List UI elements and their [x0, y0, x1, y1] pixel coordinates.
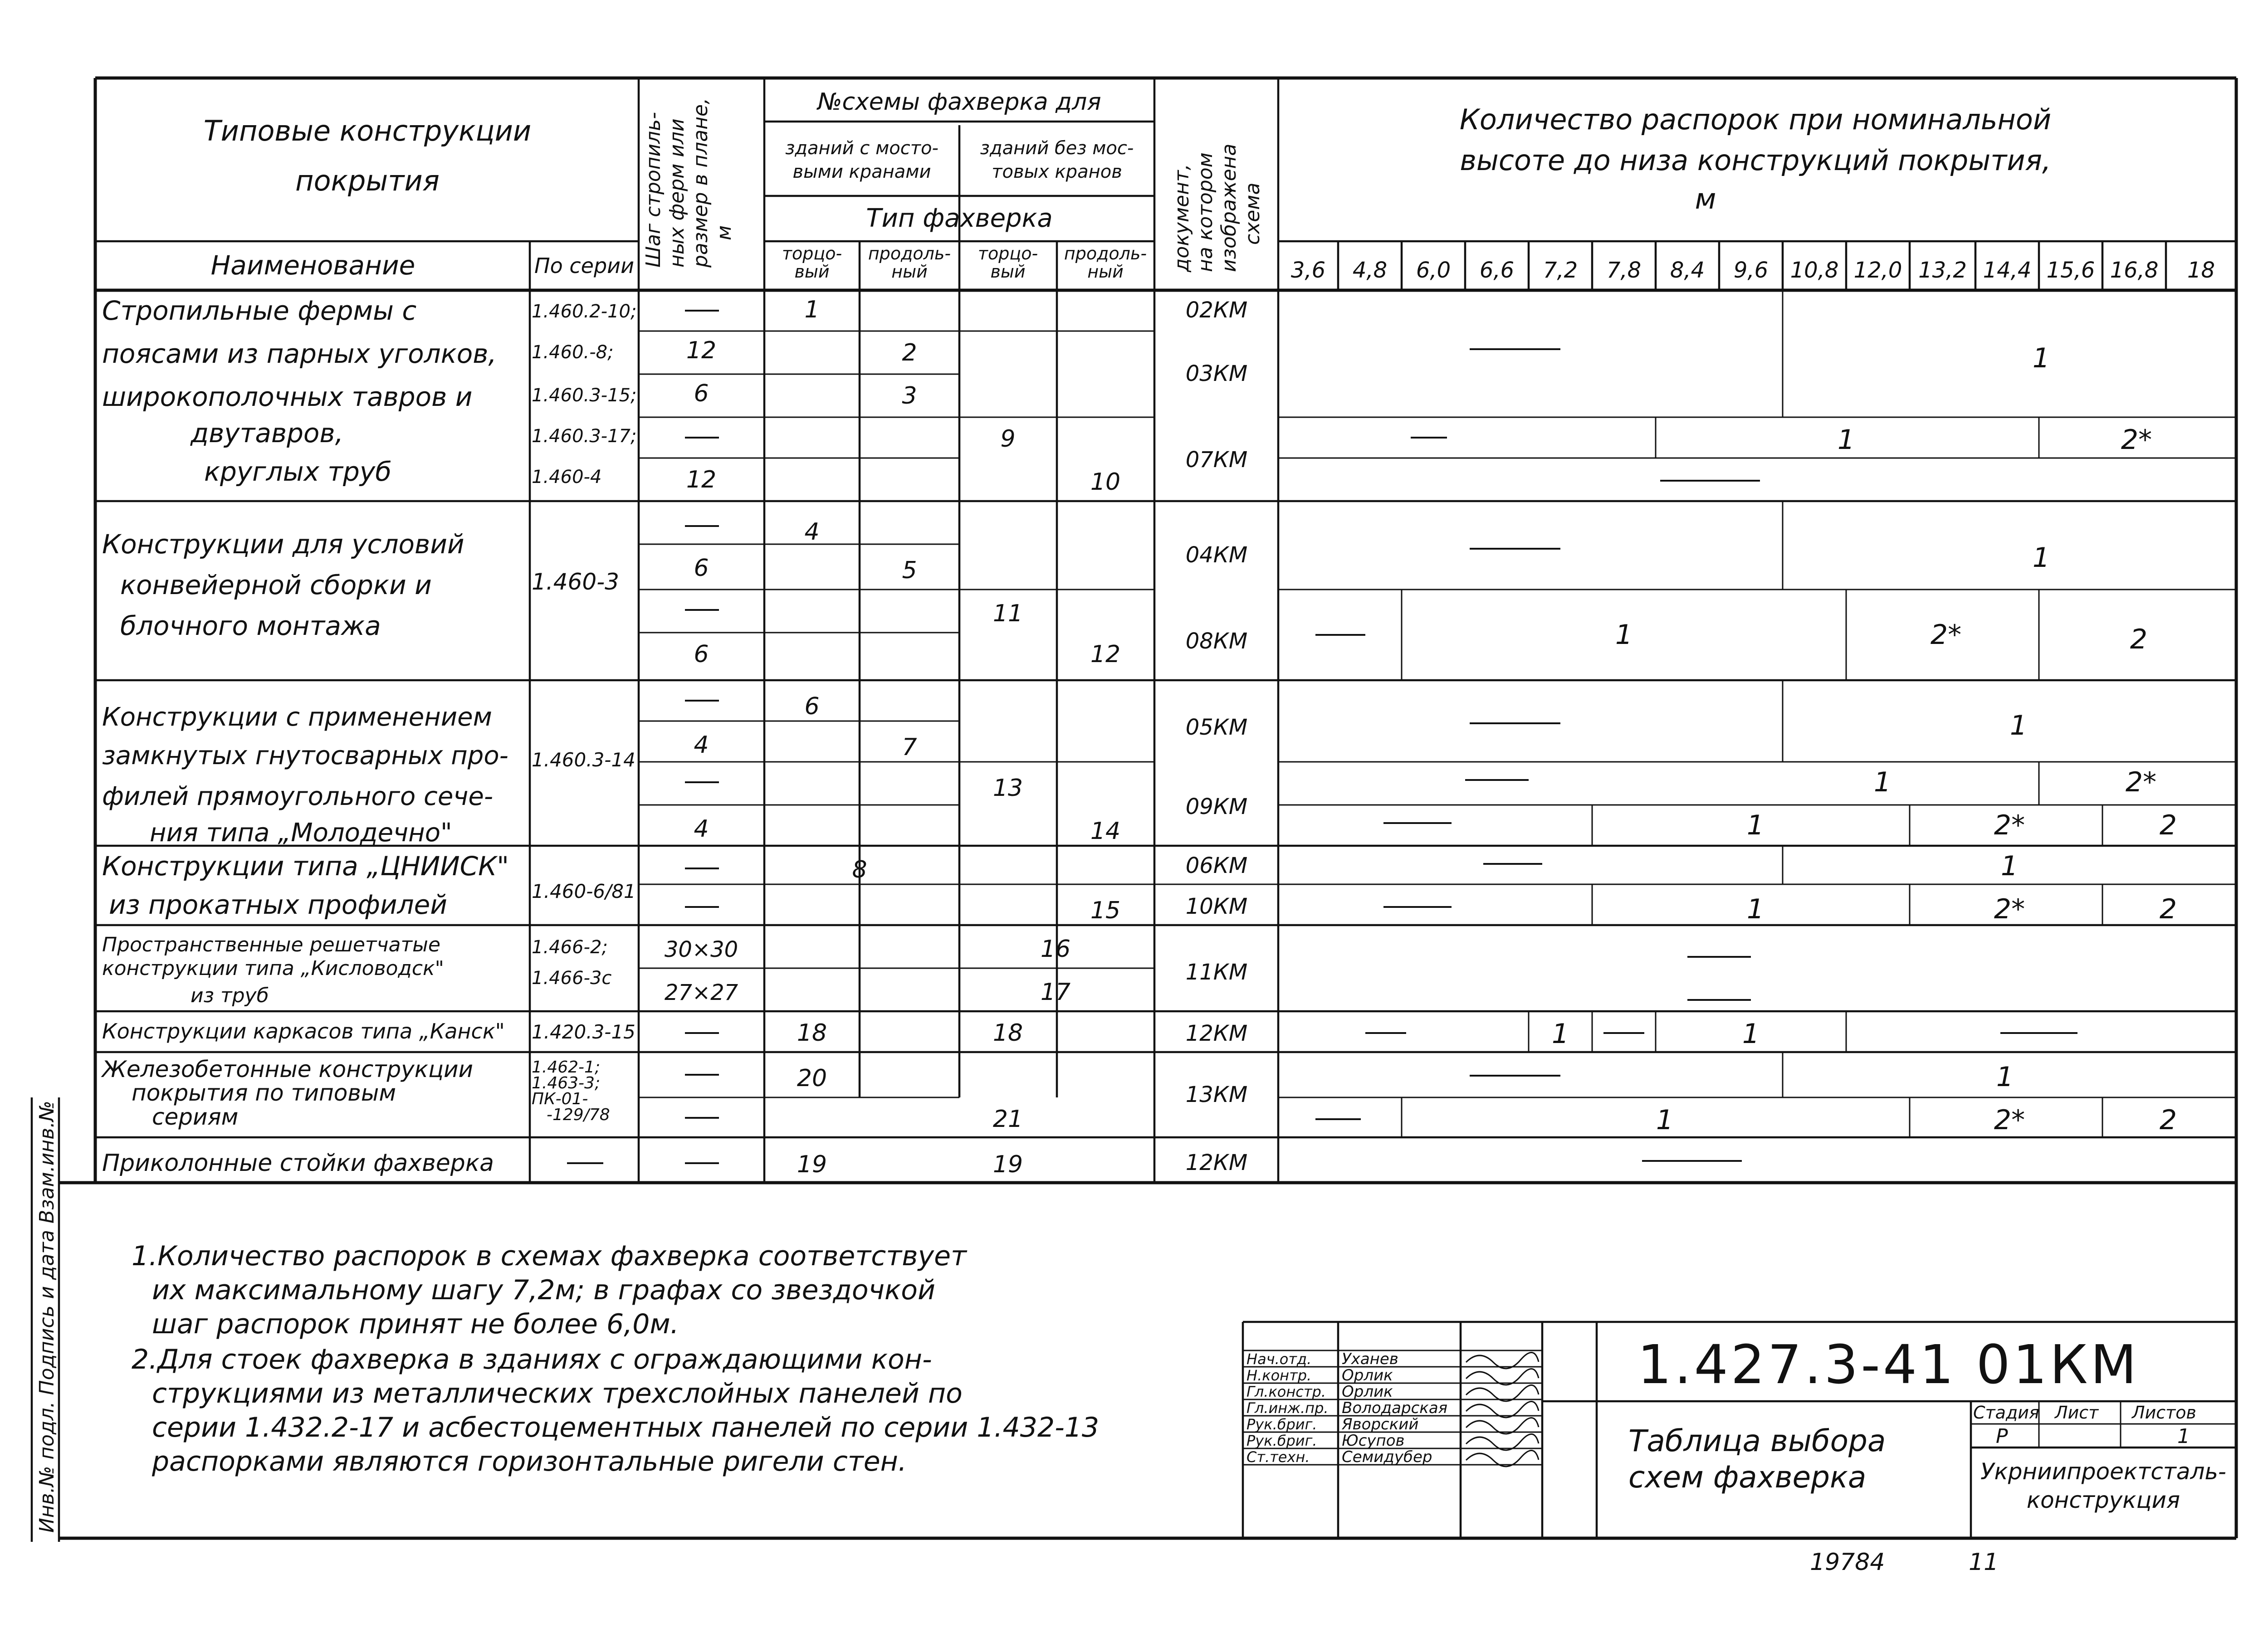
stamp-role: Ст.техн.: [1246, 1448, 1310, 1466]
series-code: 1.460.2-10;: [532, 301, 637, 322]
scheme-number: 8: [852, 856, 867, 883]
svg-text:размер в плане,: размер в плане,: [689, 97, 712, 268]
fachwerk-type-label: продоль-: [868, 244, 951, 263]
notes: [132, 1240, 1099, 1477]
stamp-role: Рук.бриг.: [1246, 1416, 1317, 1433]
construction-name: из труб: [191, 984, 269, 1007]
svg-text:м: м: [713, 225, 736, 240]
series-code: 1.462-1;: [532, 1058, 601, 1077]
sheets-label: Листов: [2132, 1403, 2196, 1423]
stamp-person: Юсупов: [1342, 1432, 1405, 1450]
fachwerk-type-label: ный: [1087, 262, 1124, 282]
sheets-value: 1: [2177, 1425, 2190, 1448]
scheme-number: 6: [804, 693, 820, 720]
construction-name: замкнутых гнутосварных про-: [102, 741, 508, 770]
stamp-role: Н.контр.: [1246, 1367, 1312, 1384]
note-line: 2.Для стоек фахверка в зданиях с ограждающими кон-: [132, 1344, 932, 1375]
header-series: По серии: [534, 253, 634, 278]
scheme-number: 5: [902, 557, 917, 584]
construction-name: Пространственные решетчатые: [102, 933, 440, 956]
document-code: 07КМ: [1185, 447, 1248, 473]
stage-label: Стадия: [1973, 1403, 2039, 1423]
height-label: 14,4: [1983, 258, 2032, 283]
strut-count: 1: [1746, 893, 1765, 925]
header-scheme: №схемы фахверка для: [817, 88, 1101, 116]
org-name-2: конструкция: [2026, 1487, 2180, 1513]
archive-number: 19784: [1810, 1549, 1885, 1576]
height-label: 8,4: [1670, 258, 1705, 283]
fachwerk-type-label: вый: [990, 262, 1026, 282]
document-code: 12КМ: [1185, 1021, 1248, 1046]
stamp-role: Нач.отд.: [1246, 1350, 1312, 1368]
strut-count: 2: [2159, 809, 2177, 841]
scheme-number: 7: [902, 734, 917, 761]
scheme-number: 14: [1090, 818, 1121, 845]
scheme-number: 2: [902, 339, 917, 366]
stamp-role: Гл.констр.: [1246, 1383, 1326, 1400]
scheme-number: 16: [1040, 936, 1071, 963]
series-code: 1.420.3-15: [532, 1021, 635, 1043]
series-code: ПК-01-: [532, 1090, 588, 1108]
step-value: 4: [694, 815, 709, 843]
step-value: 6: [694, 380, 709, 407]
series-code: 1.460.3-14: [532, 749, 635, 771]
height-label: 7,8: [1606, 258, 1642, 283]
header-qty-2: высоте до низа конструкций покрытия,: [1460, 144, 2051, 177]
header-with-crane-2: выми кранами: [792, 161, 931, 182]
fachwerk-type-label: торцо-: [782, 244, 842, 263]
header-name: Наименование: [210, 250, 415, 281]
svg-text:схема: схема: [1241, 182, 1264, 245]
stamp-person: Уханев: [1342, 1350, 1398, 1368]
scheme-number: 9: [1000, 425, 1016, 453]
scheme-number: 18: [992, 1019, 1023, 1047]
height-label: 15,6: [2046, 258, 2095, 283]
series-code: 1.460-4: [532, 467, 602, 487]
construction-name: поясами из парных уголков,: [102, 338, 497, 369]
height-label: 6,0: [1416, 258, 1451, 283]
step-value: 12: [686, 466, 717, 493]
org-name-1: Укрниипроектсталь-: [1980, 1458, 2226, 1485]
series-code: 1.460.3-15;: [532, 385, 637, 406]
scheme-number: 10: [1090, 468, 1121, 496]
document-code: 05КМ: [1185, 715, 1248, 740]
series-code: -129/78: [547, 1106, 610, 1124]
strut-count: 1: [2000, 850, 2019, 882]
height-label: 7,2: [1543, 258, 1578, 283]
construction-name: круглых труб: [204, 456, 391, 487]
document-code: 09КМ: [1185, 794, 1248, 819]
construction-name: конструкции типа „Кисловодск": [102, 957, 444, 980]
step-value: 6: [694, 641, 709, 668]
construction-name: Конструкции для условий: [102, 529, 464, 560]
drawing-title-1: Таблица выбора: [1628, 1423, 1886, 1458]
construction-name: из прокатных профилей: [109, 889, 447, 920]
step-value: 12: [686, 337, 717, 364]
margin-text: Инв.№ подл. Подпись и дата Взам.инв.№: [35, 1101, 59, 1533]
header-without-crane-2: товых кранов: [992, 161, 1122, 182]
height-label: 9,6: [1733, 258, 1769, 283]
strut-count: 2*: [2121, 424, 2152, 456]
drawing-code: 1.427.3-41 01КМ: [1637, 1333, 2140, 1396]
stamp-person: Орлик: [1342, 1366, 1393, 1384]
strut-count: 2*: [1930, 619, 1962, 651]
header-construction-2: покрытия: [295, 164, 440, 197]
construction-name: Приколонные стойки фахверка: [102, 1150, 494, 1177]
fachwerk-type-label: ный: [891, 262, 928, 282]
strut-count: 2*: [2125, 766, 2157, 798]
series-code: 1.466-3с: [532, 968, 612, 989]
page-number: 11: [1969, 1549, 1999, 1576]
height-label: 4,8: [1352, 258, 1388, 283]
strut-count: 1: [1615, 619, 1633, 651]
scheme-number: 15: [1090, 897, 1121, 924]
series-code: 1.460.-8;: [532, 342, 614, 363]
header-doc: [1170, 144, 1264, 273]
strut-count: 1: [1656, 1104, 1674, 1136]
stage-value: Р: [1996, 1425, 2008, 1448]
height-label: 12,0: [1853, 258, 1902, 283]
stamp-person: Семидубер: [1342, 1448, 1432, 1466]
strut-count: 2: [2159, 1104, 2177, 1136]
table-body: [101, 295, 2177, 1178]
grid-lines: [95, 78, 2236, 1183]
series-code: 1.466-2;: [532, 937, 608, 958]
scheme-number: 4: [804, 518, 820, 546]
document-code: 03КМ: [1185, 361, 1248, 386]
table-header: [204, 88, 2215, 283]
note-line: шаг распорок принят не более 6,0м.: [152, 1308, 679, 1340]
stamp-person: Володарская: [1342, 1399, 1448, 1417]
construction-name: конвейерной сборки и: [120, 570, 432, 600]
svg-text:ных ферм или: ных ферм или: [665, 118, 689, 268]
height-label: 18: [2187, 258, 2215, 283]
scheme-number: 21: [992, 1106, 1023, 1133]
strut-count: 2: [2130, 624, 2148, 655]
step-value: 4: [694, 731, 709, 759]
strut-count: 1: [2032, 542, 2050, 574]
scheme-number: 18: [797, 1019, 827, 1047]
svg-text:изображена: изображена: [1217, 143, 1241, 272]
header-without-crane-1: зданий без мос-: [980, 138, 1134, 159]
strut-count: 2*: [1994, 809, 2025, 841]
document-code: 13КМ: [1185, 1082, 1248, 1107]
construction-name: Стропильные фермы с: [102, 295, 417, 326]
scheme-number: 1: [804, 296, 820, 323]
strut-count: 1: [1837, 424, 1855, 456]
fachwerk-type-label: торцо-: [978, 244, 1038, 263]
strut-count: 2*: [1994, 893, 2025, 925]
note-line: 1.Количество распорок в схемах фахверка соответствует: [132, 1240, 967, 1272]
scheme-number: 19: [797, 1151, 827, 1178]
note-line: струкциями из металлических трехслойных панелей по: [152, 1378, 963, 1409]
height-label: 6,6: [1479, 258, 1515, 283]
stamp-role: Гл.инж.пр.: [1246, 1399, 1329, 1417]
note-line: серии 1.432.2-17 и асбестоцементных панелей по серии 1.432-13: [152, 1412, 1100, 1443]
document-code: 04КМ: [1185, 542, 1248, 568]
construction-name: ния типа „Молодечно": [150, 818, 452, 848]
header-construction-1: Типовые конструкции: [203, 114, 532, 147]
height-label: 3,6: [1290, 258, 1326, 283]
step-value: 27×27: [664, 980, 738, 1005]
drawing-title-2: схем фахверка: [1628, 1460, 1867, 1495]
series-code: 1.463-3;: [532, 1074, 601, 1092]
document-code: 06КМ: [1185, 853, 1248, 878]
strut-count: 1: [2032, 342, 2050, 374]
construction-name: Конструкции типа „ЦНИИСК": [102, 851, 509, 882]
document-code: 02КМ: [1185, 297, 1248, 323]
construction-name: Конструкции каркасов типа „Канск": [102, 1019, 505, 1043]
document-code: 08КМ: [1185, 629, 1248, 654]
strut-count: 1: [1996, 1061, 2014, 1093]
construction-name: широкополочных тавров и: [102, 381, 473, 412]
scheme-number: 3: [902, 382, 917, 409]
height-label: 13,2: [1918, 258, 1967, 283]
header-type: Тип фахверка: [866, 204, 1053, 233]
header-with-crane-1: зданий с мосто-: [785, 138, 938, 159]
construction-name: Конструкции с применением: [102, 702, 492, 732]
stamp-person: Яворский: [1342, 1415, 1419, 1433]
fachwerk-type-label: продоль-: [1064, 244, 1147, 263]
scheme-number: 13: [992, 775, 1023, 802]
construction-name: двутавров,: [191, 418, 344, 448]
strut-count: 1: [1873, 766, 1892, 798]
series-code: 1.460-3: [532, 569, 619, 595]
scheme-number: 19: [992, 1151, 1023, 1178]
construction-name: Железобетонные конструкции: [102, 1056, 473, 1082]
title-block: [1243, 1322, 2236, 1538]
binding-margin: [32, 1097, 59, 1542]
header-step: [642, 98, 736, 268]
note-line: их максимальному шагу 7,2м; в графах со звездочкой: [152, 1274, 935, 1306]
fachwerk-type-label: вый: [794, 262, 830, 282]
construction-name: блочного монтажа: [120, 610, 381, 641]
header-qty-1: Количество распорок при номинальной: [1459, 103, 2052, 136]
stamp-person: Орлик: [1342, 1383, 1393, 1401]
stamp-role: Рук.бриг.: [1246, 1432, 1317, 1449]
strut-count: 1: [1746, 809, 1765, 841]
strut-count: 1: [1742, 1018, 1760, 1050]
height-label: 10,8: [1790, 258, 1839, 283]
sheet-label: Лист: [2055, 1403, 2099, 1423]
strut-count: 1: [1551, 1018, 1569, 1050]
height-label: 16,8: [2110, 258, 2159, 283]
series-code: 1.460.3-17;: [532, 426, 637, 447]
svg-text:на котором: на котором: [1194, 152, 1217, 272]
construction-name: покрытия по типовым: [132, 1080, 396, 1106]
series-code: 1.460-6/81: [532, 880, 636, 902]
note-line: распорками являются горизонтальные ригели стен.: [152, 1446, 907, 1477]
strut-count: 2: [2159, 893, 2177, 925]
scheme-number: 11: [992, 600, 1023, 627]
step-value: 30×30: [664, 937, 738, 962]
svg-text:Шаг стропиль-: Шаг стропиль-: [642, 112, 665, 268]
header-qty-3: м: [1695, 182, 1716, 215]
strut-count: 1: [2009, 710, 2028, 741]
construction-name: филей прямоугольного сече-: [102, 782, 494, 811]
scheme-number: 12: [1090, 641, 1121, 668]
scheme-number: 20: [797, 1065, 827, 1092]
strut-count: 2*: [1994, 1104, 2025, 1136]
scheme-number: 17: [1040, 979, 1071, 1006]
document-code: 10КМ: [1185, 894, 1248, 919]
document-code: 11КМ: [1185, 960, 1248, 985]
svg-text:документ,: документ,: [1170, 164, 1193, 272]
step-value: 6: [694, 555, 709, 582]
construction-name: сериям: [152, 1104, 239, 1130]
document-code: 12КМ: [1185, 1150, 1248, 1175]
